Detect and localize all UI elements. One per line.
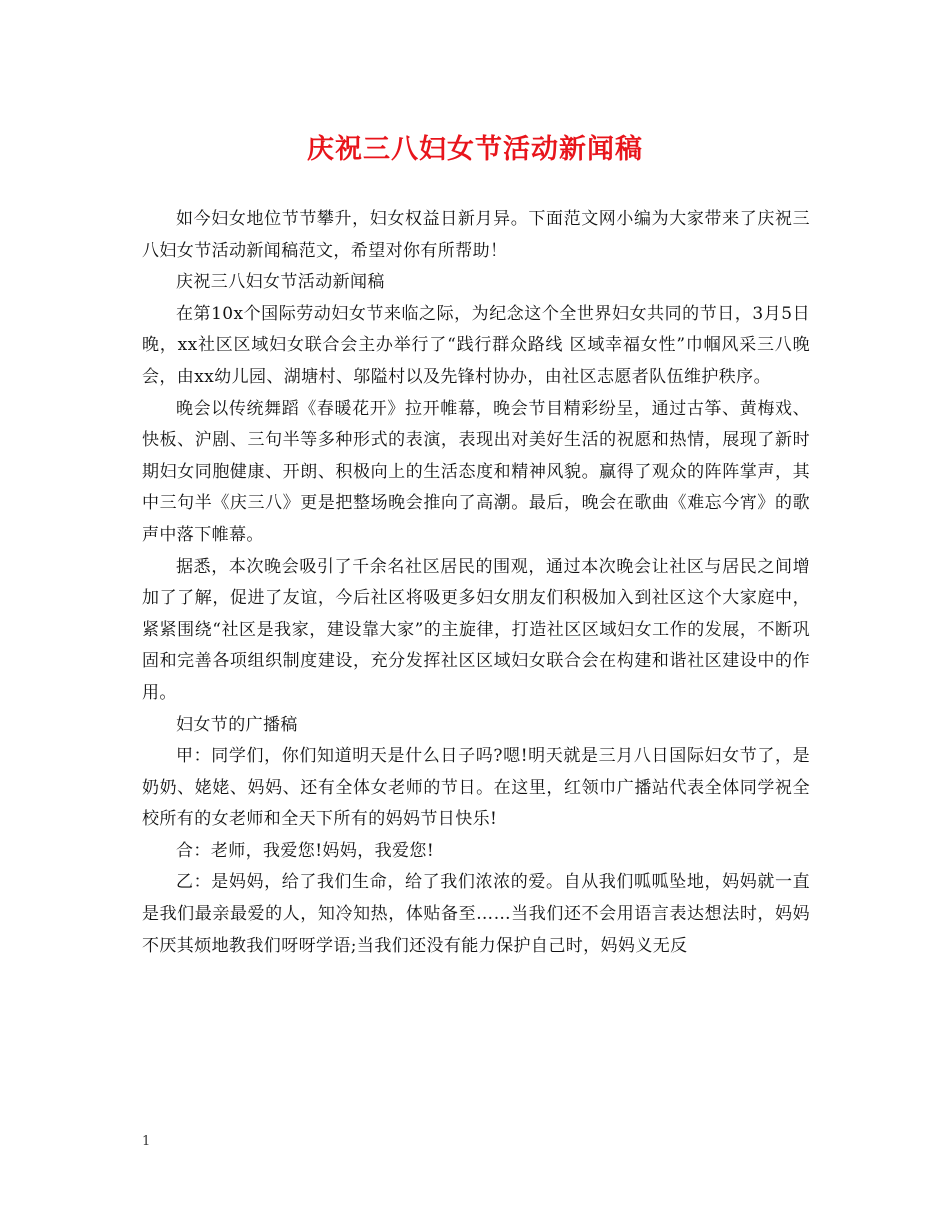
broadcast-paragraph-2: 合：老师，我爱您!妈妈，我爱您! [176,840,435,861]
section-heading-news: 庆祝三八妇女节活动新闻稿 [176,272,385,293]
news-paragraph-3: 据悉，本次晚会吸引了千余名社区居民的围观，通过本次晚会让社区与居民之间增加了了解，促进了友谊，今后社区将吸更多妇女朋友们积极加入到社区这个大家庭中，紧紧围绕“社区是我家，建设靠大家”的主旋律，打造社区区域妇女工作的发展，不断巩固和完善各项组织制度建设，充分发挥社区区域妇女联合会在构建和谐社区建设中的作用。 [142,556,810,703]
news-paragraph-1: 在第10x个国际劳动妇女节来临之际，为纪念这个全世界妇女共同的节日，3月5日晚，xx社区区域妇女联合会主办举行了“践行群众路线 区域幸福女性”巾帼风采三八晚会，由xx幼儿园、湖塘村、邬隘村以及先锋村协办，由社区志愿者队伍维护秩序。 [142,303,810,387]
section-heading-broadcast: 妇女节的广播稿 [176,714,298,735]
intro-paragraph: 如今妇女地位节节攀升，妇女权益日新月异。下面范文网小编为大家带来了庆祝三八妇女节活动新闻稿范文，希望对你有所帮助！ [142,209,810,261]
page-number: 1 [142,1134,151,1149]
document-body [142,204,810,962]
broadcast-paragraph-1: 甲：同学们，你们知道明天是什么日子吗?嗯!明天就是三月八日国际妇女节了，是奶奶、姥姥、妈妈、还有全体女老师的节日。在这里，红领巾广播站代表全体同学祝全校所有的女老师和全天下所有的妈妈节日快乐! [142,746,810,830]
broadcast-paragraph-3: 乙：是妈妈，给了我们生命，给了我们浓浓的爱。自从我们呱呱坠地，妈妈就一直是我们最亲最爱的人，知冷知热，体贴备至……当我们还不会用语言表达想法时，妈妈不厌其烦地教我们呀呀学语;当我们还没有能力保护自己时，妈妈义无反 [142,872,810,956]
news-paragraph-2: 晚会以传统舞蹈《春暖花开》拉开帷幕，晚会节目精彩纷呈，通过古筝、黄梅戏、快板、沪剧、三句半等多种形式的表演，表现出对美好生活的祝愿和热情，展现了新时期妇女同胞健康、开朗、积极向上的生活态度和精神风貌。赢得了观众的阵阵掌声，其中三句半《庆三八》更是把整场晚会推向了高潮。最后，晚会在歌曲《难忘今宵》的歌声中落下帷幕。 [142,398,810,545]
document-title: 庆祝三八妇女节活动新闻稿 [307,134,643,165]
